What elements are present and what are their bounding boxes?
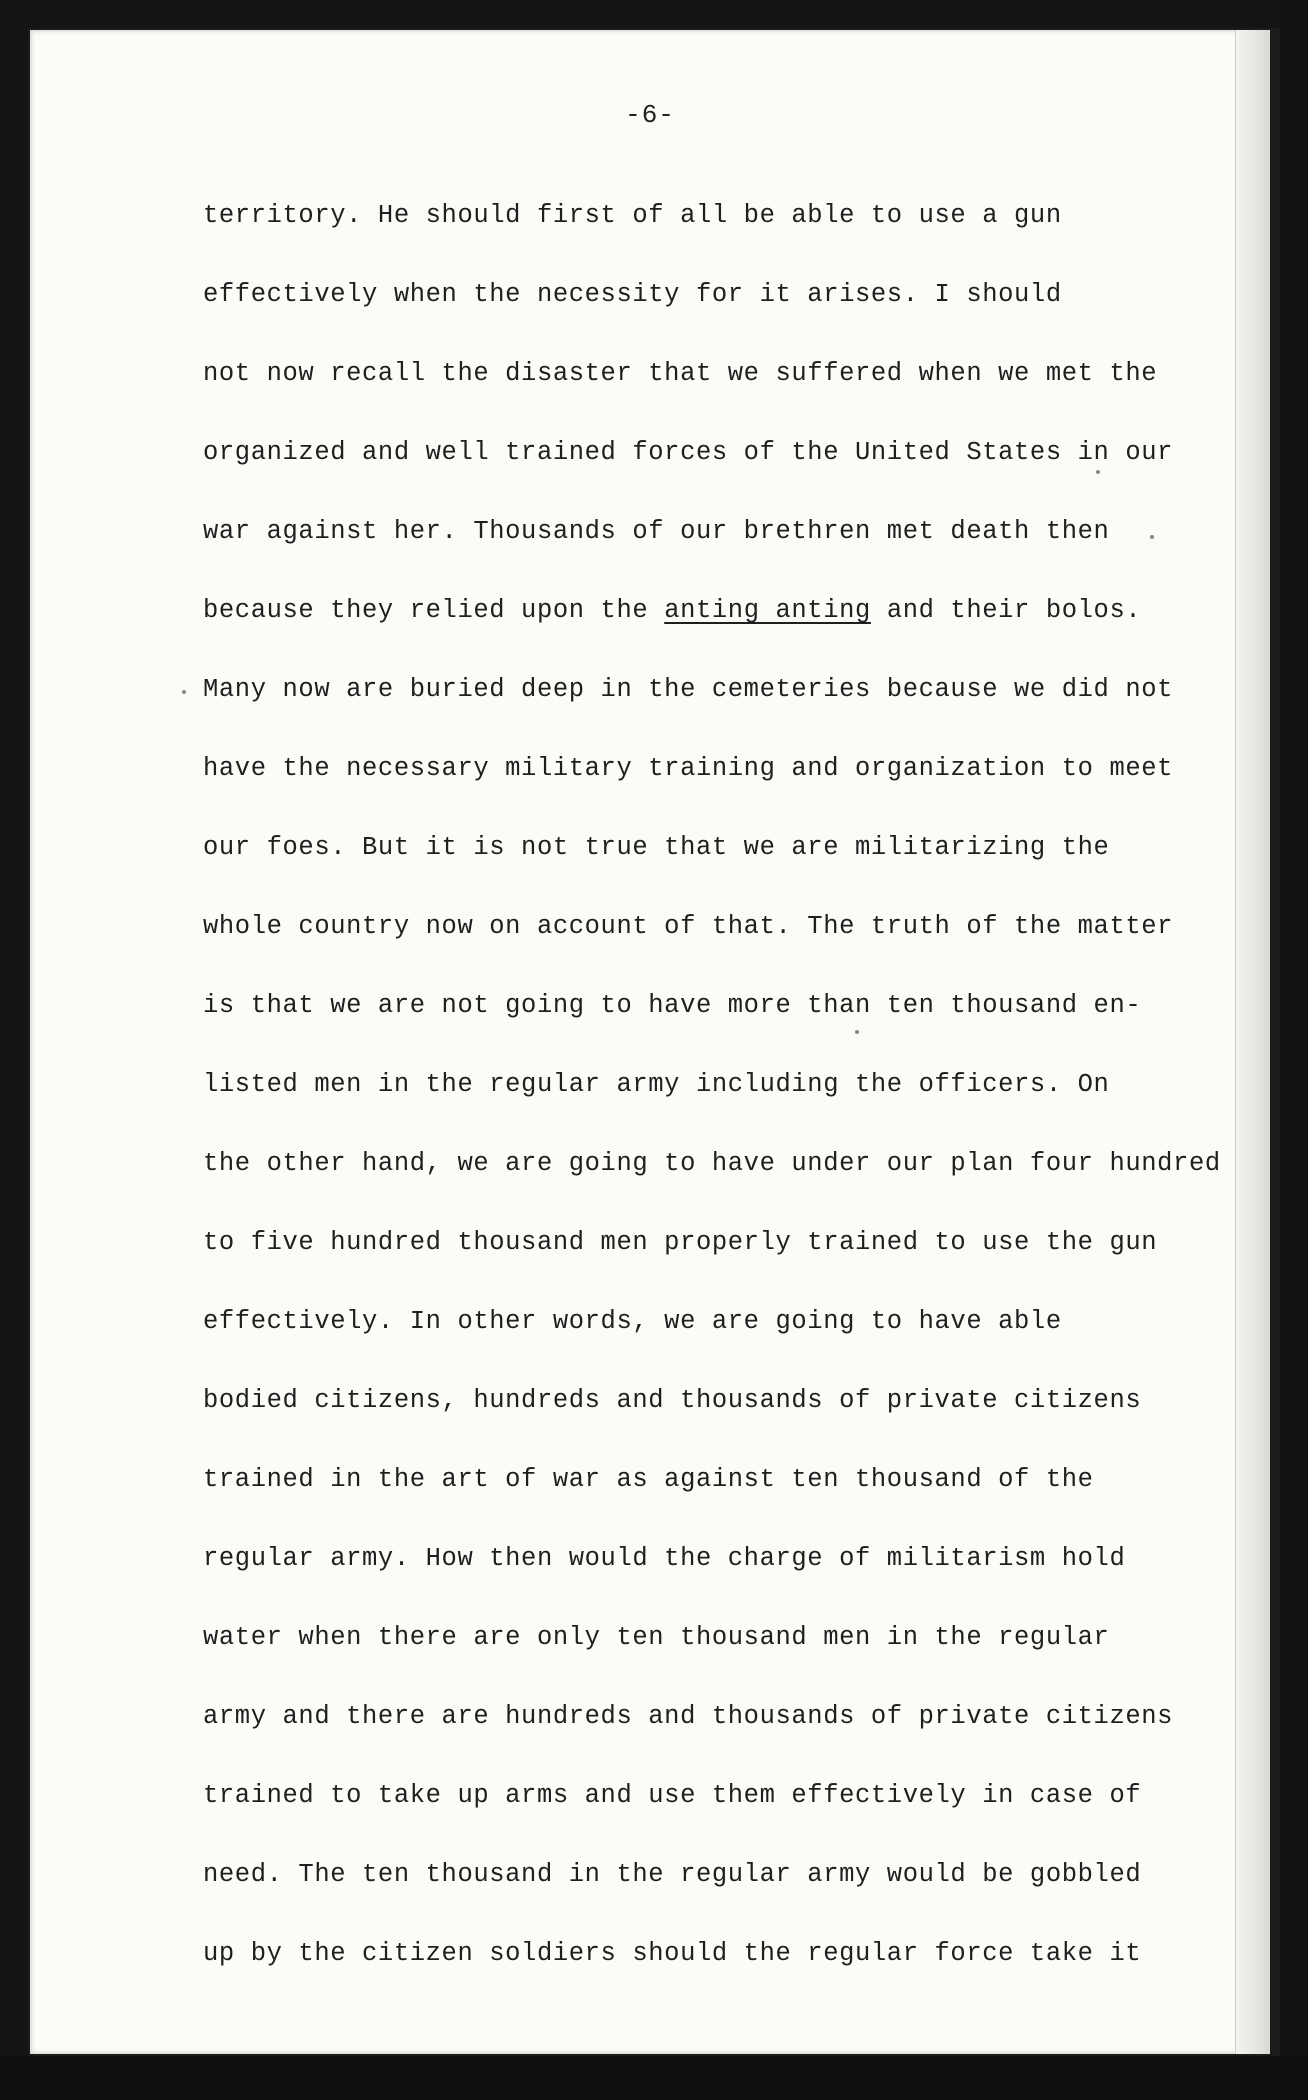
text-line: the other hand, we are going to have under our plan four hundred <box>203 1149 1221 1178</box>
text-line: our foes. But it is not true that we are militarizing the <box>203 833 1110 862</box>
document-page <box>30 30 1270 2054</box>
typed-text-body <box>203 176 1243 1993</box>
text-line: effectively when the necessity for it arises. I should <box>203 280 1062 309</box>
text-line: territory. He should first of all be able to use a gun <box>203 201 1062 230</box>
scan-border-left <box>0 0 28 2100</box>
underlined-phrase: anting anting <box>664 596 871 625</box>
text-line: organized and well trained forces of the United States in our <box>203 438 1174 467</box>
text-line: up by the citizen soldiers should the regular force take it <box>203 1939 1142 1968</box>
text-line: war against her. Thousands of our brethren met death then <box>203 517 1110 546</box>
scan-speck <box>855 1030 859 1034</box>
scan-speck <box>182 690 186 694</box>
text-line: regular army. How then would the charge of militarism hold <box>203 1544 1126 1573</box>
text-line: is that we are not going to have more than ten thousand en- <box>203 991 1142 1020</box>
text-line: need. The ten thousand in the regular army would be gobbled <box>203 1860 1142 1889</box>
text-line: water when there are only ten thousand men in the regular <box>203 1623 1110 1652</box>
scan-border-right <box>1280 0 1308 2100</box>
text-line: army and there are hundreds and thousands of private citizens <box>203 1702 1174 1731</box>
scan-speck <box>1096 470 1100 474</box>
text-segment: and their bolos. <box>870 596 1142 625</box>
text-line: effectively. In other words, we are going to have able <box>203 1307 1062 1336</box>
text-line: bodied citizens, hundreds and thousands of private citizens <box>203 1386 1142 1415</box>
text-line: have the necessary military training and organization to meet <box>203 754 1174 783</box>
text-line: trained to take up arms and use them effectively in case of <box>203 1781 1142 1810</box>
page-number: -6- <box>625 100 675 130</box>
text-line: Many now are buried deep in the cemeteries because we did not <box>203 675 1174 704</box>
text-line: trained in the art of war as against ten thousand of the <box>203 1465 1094 1494</box>
text-line-with-underline <box>203 571 1243 650</box>
text-line: not now recall the disaster that we suffered when we met the <box>203 359 1158 388</box>
text-line: whole country now on account of that. The truth of the matter <box>203 912 1174 941</box>
scan-border-bottom <box>0 2056 1308 2100</box>
text-line: to five hundred thousand men properly trained to use the gun <box>203 1228 1158 1257</box>
text-line: listed men in the regular army including the officers. On <box>203 1070 1110 1099</box>
scan-border-top <box>0 0 1308 28</box>
scan-speck <box>1150 535 1154 539</box>
text-segment: because they relied upon the <box>203 596 665 625</box>
